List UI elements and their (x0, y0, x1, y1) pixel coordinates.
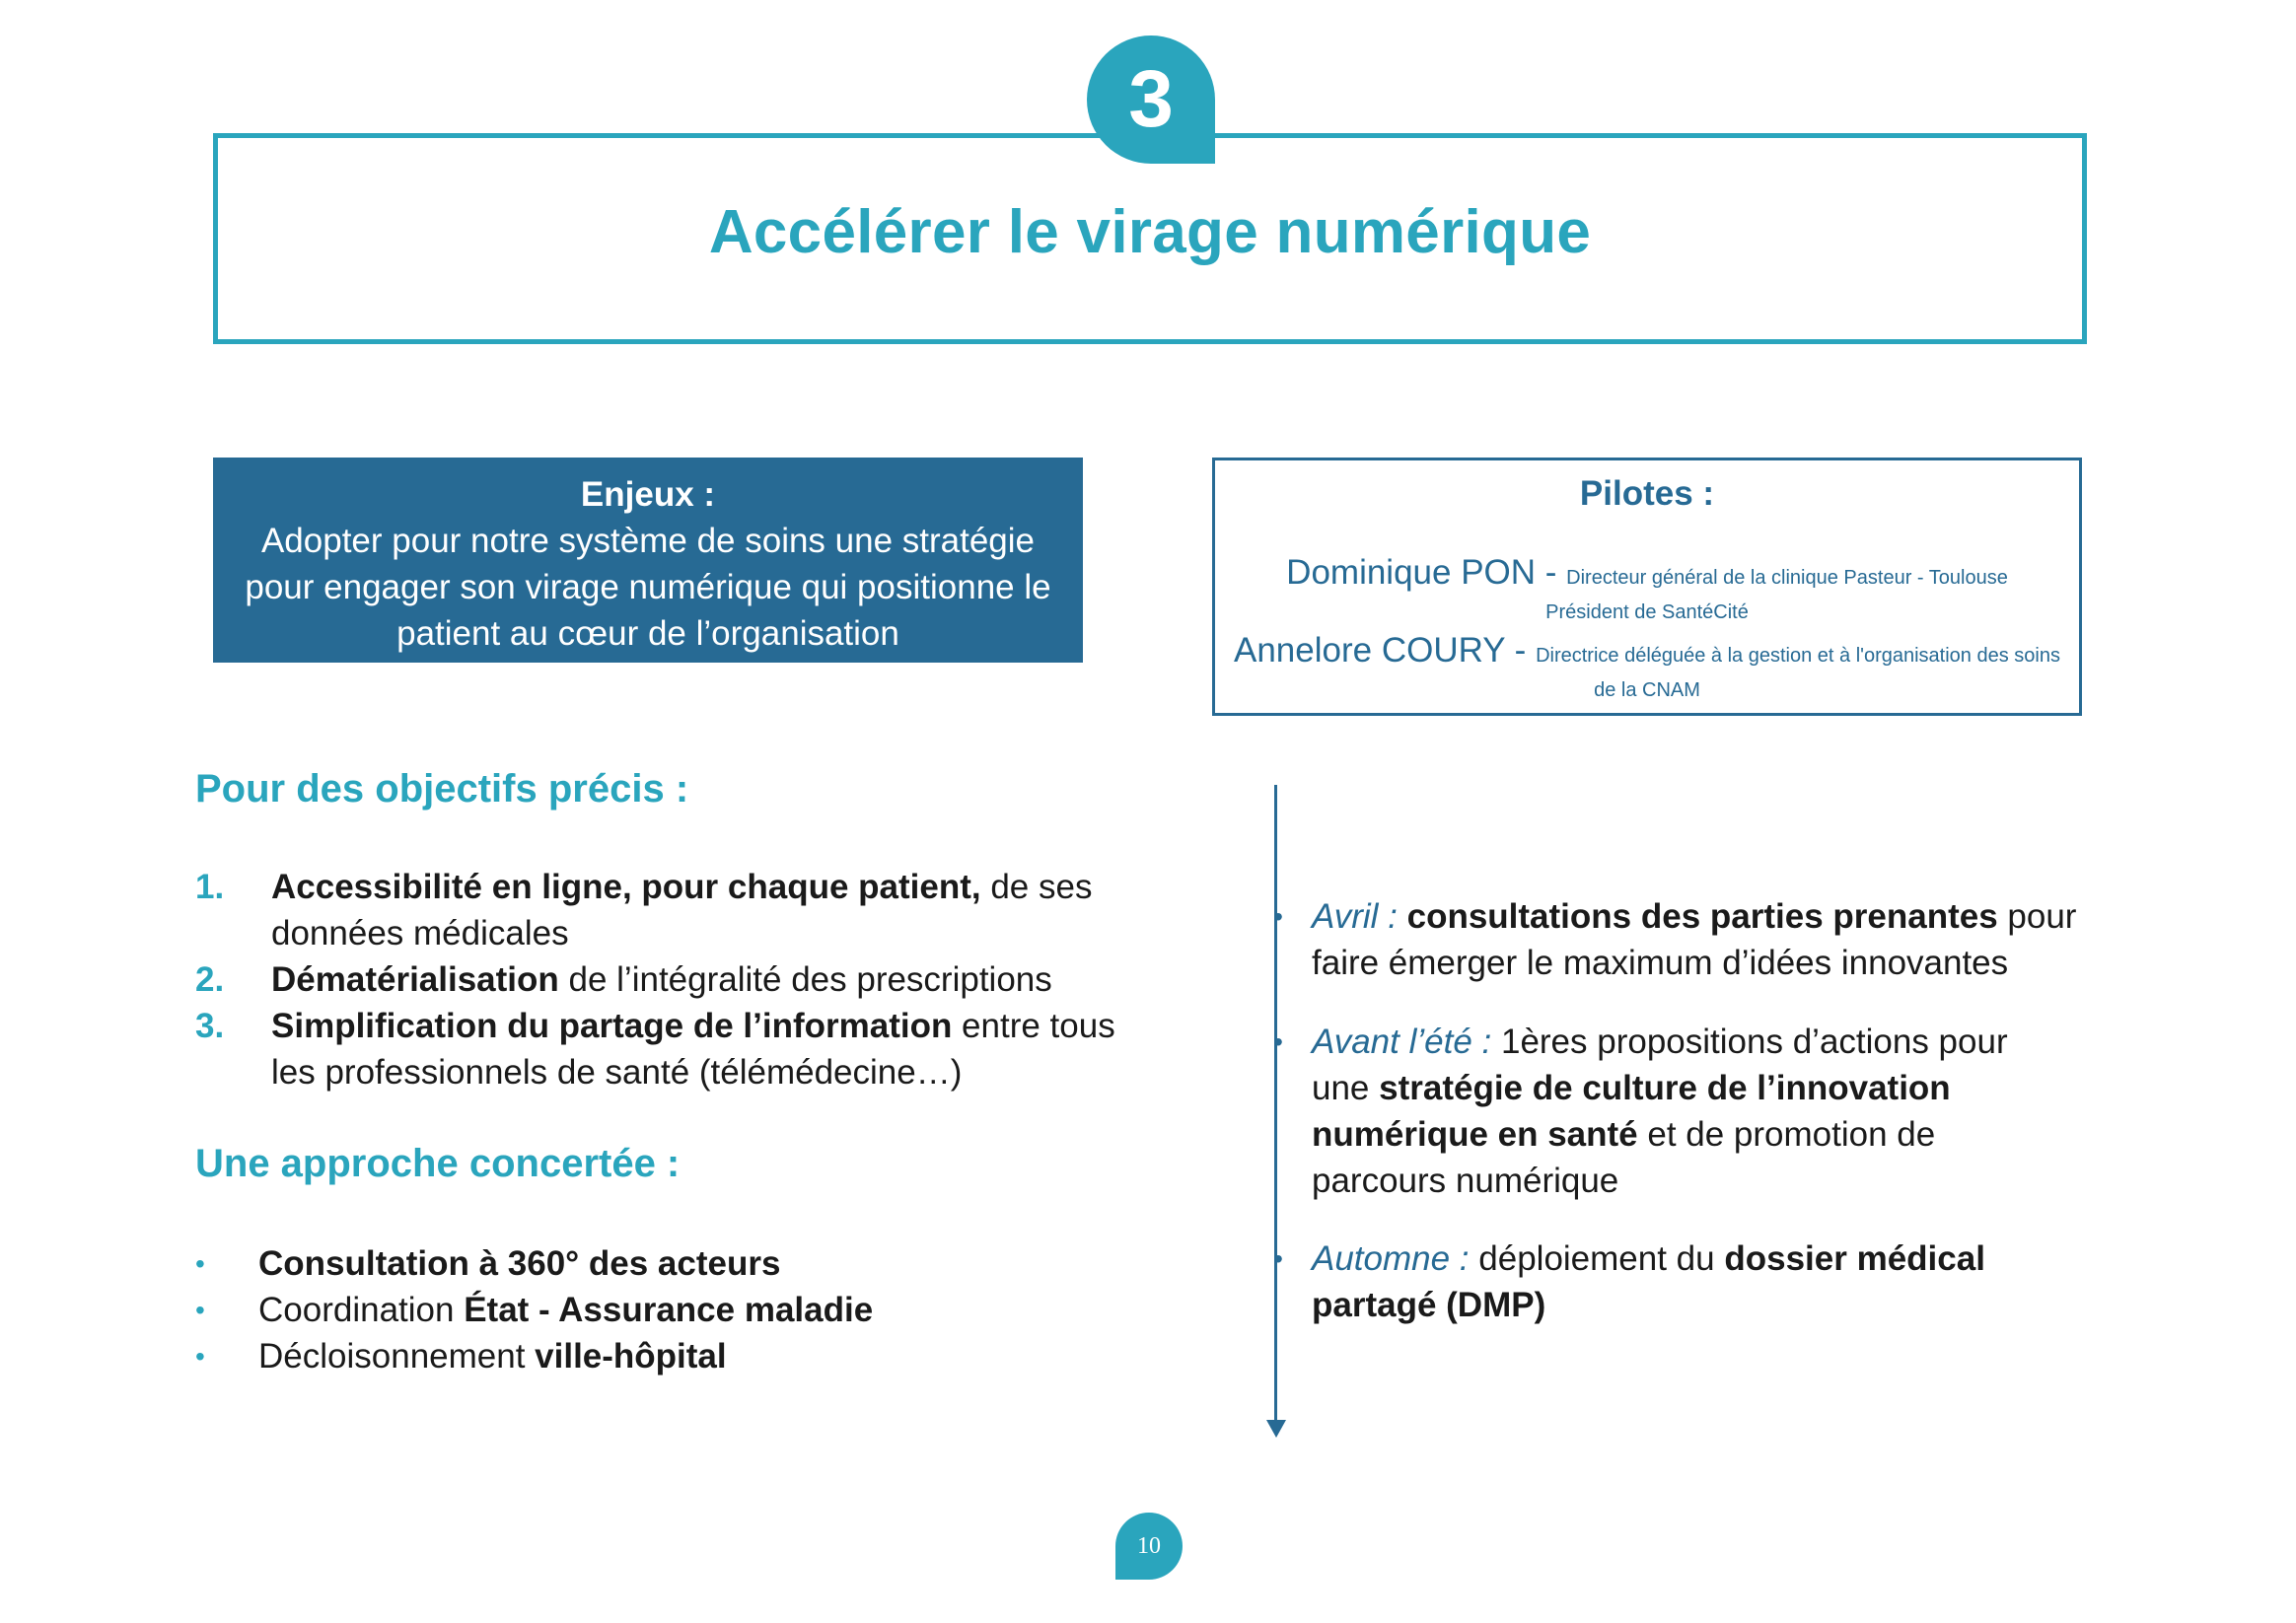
bullet: • (195, 1248, 205, 1279)
item-bold-text: ville-hôpital (535, 1337, 727, 1376)
timeline-item (1245, 1235, 2093, 1328)
item-number: 1. (195, 868, 225, 906)
pilote-role: Directeur général de la clinique Pasteur - Toulouse (1566, 567, 2008, 589)
item-text: déploiement du (1469, 1239, 1725, 1278)
timeline-when: Avant l’été : (1312, 1023, 1492, 1061)
item-text: de ses données médicales (271, 868, 1093, 953)
enjeux-line: pour engager son virage numérique qui positionne le (245, 568, 1051, 606)
list-item (195, 1333, 1142, 1379)
item-bold-text: Dématérialisation (271, 960, 559, 999)
pilotes-heading: Pilotes : (1579, 474, 1715, 513)
pilotes-box (1212, 458, 2082, 716)
item-text: entre tous les professionnels de santé (télémédecine…) (271, 1007, 1115, 1092)
item-text: et de promotion de parcours numérique (1312, 1115, 1936, 1200)
pilote-role-line2: Président de SantéCité (1545, 601, 1749, 623)
list-item (195, 1240, 1142, 1287)
item-bold-text: dossier médical partagé (DMP) (1312, 1239, 1985, 1324)
item-text: 1ères propositions d’actions pour une (1312, 1023, 2008, 1107)
timeline-when: Avril : (1312, 897, 1398, 936)
item-text (1398, 897, 1407, 936)
item-number: 2. (195, 960, 225, 999)
bullet: • (1273, 901, 1283, 932)
item-bold-text: Simplification du partage de l’information (271, 1007, 953, 1045)
list-item (195, 864, 1142, 956)
objectifs-list (195, 864, 1142, 1095)
enjeux-line: Adopter pour notre système de soins une stratégie (260, 522, 1036, 560)
pilote-role: Directrice déléguée à la gestion et à l'organisation des soins (1536, 645, 2060, 667)
bullet: • (195, 1341, 205, 1372)
pilote-entry (1215, 633, 2079, 675)
section-number-badge: 3 (1087, 35, 1215, 164)
timeline-item (1245, 893, 2093, 986)
item-text: de l’intégralité des prescriptions (558, 960, 1052, 999)
item-number: 3. (195, 1007, 225, 1045)
timeline-item (1245, 1019, 2093, 1204)
item-bold-text: consultations des parties prenantes (1406, 897, 1998, 936)
item-bold-text: Accessibilité en ligne, pour chaque patient, (271, 868, 981, 906)
timeline-arrow-icon (1266, 1420, 1286, 1438)
page-title: Accélérer le virage numérique (708, 198, 1592, 266)
item-bold-text: État - Assurance maladie (464, 1291, 874, 1329)
pilote-entry (1215, 555, 2079, 598)
timeline-when: Automne : (1312, 1239, 1470, 1278)
list-item (195, 956, 1142, 1003)
item-bold-text: stratégie de culture de l’innovation numérique en santé (1312, 1069, 1951, 1154)
enjeux-box (213, 458, 1083, 663)
bullet: • (1273, 1243, 1283, 1274)
item-text: Coordination (258, 1291, 465, 1329)
enjeux-line: patient au cœur de l’organisation (396, 614, 899, 653)
list-item (195, 1003, 1142, 1095)
list-item (195, 1287, 1142, 1333)
item-text: Décloisonnement (258, 1337, 536, 1376)
item-text: pour faire émerger le maximum d’idées innovantes (1312, 897, 2077, 982)
approche-heading: Une approche concertée : (195, 1142, 681, 1185)
bullet: • (1273, 1026, 1283, 1057)
page-number: 10 (1115, 1513, 1183, 1580)
bullet: • (195, 1295, 205, 1325)
approche-list (195, 1240, 1142, 1379)
item-bold-text: Consultation à 360° des acteurs (258, 1244, 781, 1283)
pilote-name: Annelore COURY - (1234, 631, 1537, 670)
pilote-role-line2: de la CNAM (1594, 679, 1700, 701)
objectifs-heading: Pour des objectifs précis : (195, 767, 689, 811)
pilote-name: Dominique PON - (1286, 553, 1567, 592)
enjeux-heading: Enjeux : (580, 475, 716, 514)
